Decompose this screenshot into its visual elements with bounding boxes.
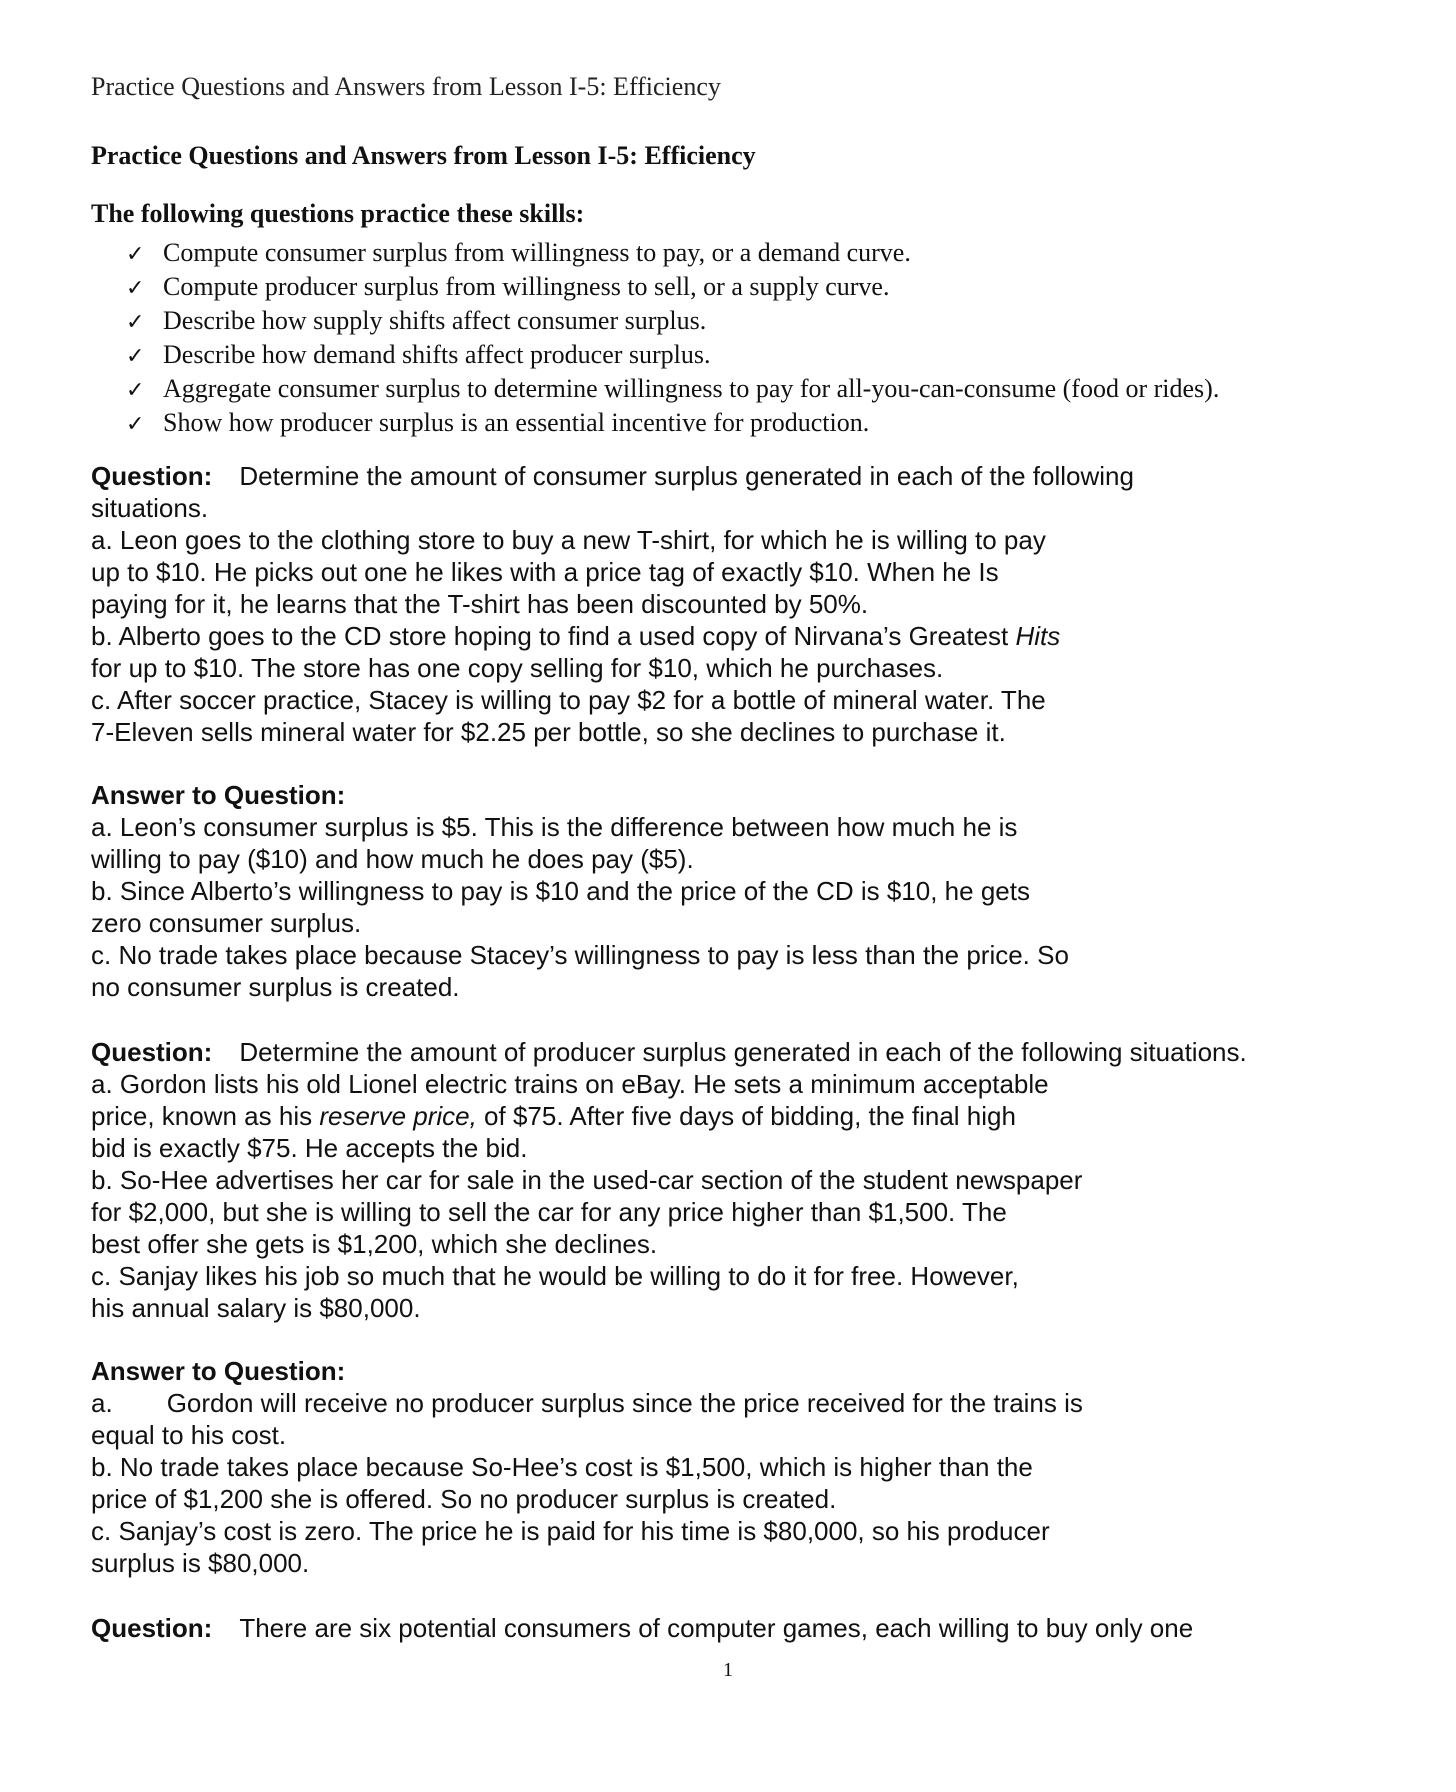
- question-label: Question:: [91, 461, 213, 491]
- skills-list: [126, 237, 1219, 441]
- skill-item: ✓ Aggregate consumer surplus to determine willingness to pay for all-you-can-consume (food or rides).: [126, 373, 1219, 407]
- question-2: Question: Determine the amount of producer surplus generated in each of the following situations. a. Gordon lists his old Lionel electric trains on eBay. He sets a minimum acceptable price, known as his reserve price, of $75. After five days of bidding, the final high bid is exactly $75. He accepts the bid. b. So-Hee advertises her car for sale in the used-car section of the student newspaper for $2,000, but she is willing to sell the car for any price higher than $1,500. The best offer she gets is $1,200, which she declines. c. Sanjay likes his job so much that he would be willing to do it for free. However, his annual salary is $80,000.: [91, 1037, 1247, 1323]
- checkmark-icon: ✓: [126, 276, 145, 301]
- checkmark-icon: ✓: [126, 344, 145, 369]
- answer-1: Answer to Question: a. Leon’s consumer surplus is $5. This is the difference between how much he is willing to pay ($10) and how much he does pay ($5). b. Since Alberto’s willingness to pay is $10 and the price of the CD is $10, he gets zero consumer surplus. c. No trade takes place because Stacey’s willingness to pay is less than the price. So no consumer surplus is created.: [91, 780, 1069, 1002]
- page-number: 1: [723, 1659, 733, 1681]
- skill-item: ✓ Compute producer surplus from willingness to sell, or a supply curve.: [126, 271, 1219, 305]
- question-label: Question:: [91, 1037, 213, 1067]
- checkmark-icon: ✓: [126, 242, 145, 267]
- skill-item: ✓ Describe how demand shifts affect producer surplus.: [126, 339, 1219, 373]
- skill-item: ✓ Show how producer surplus is an essential incentive for production.: [126, 407, 1219, 441]
- checkmark-icon: ✓: [126, 412, 145, 437]
- answer-label: Answer to Question:: [91, 780, 346, 810]
- document-title: Practice Questions and Answers from Lesson I-5: Efficiency: [91, 141, 756, 170]
- checkmark-icon: ✓: [126, 378, 145, 403]
- answer-2: Answer to Question: a. Gordon will receive no producer surplus since the price received for the trains is equal to his cost. b. No trade takes place because So-Hee’s cost is $1,500, which is higher than the price of $1,200 she is offered. So no producer surplus is created. c. Sanjay’s cost is zero. The price he is paid for his time is $80,000, so his producer surplus is $80,000.: [91, 1356, 1083, 1578]
- header-title: Practice Questions and Answers from Lesson I-5: Efficiency: [91, 72, 721, 101]
- question-3: Question: There are six potential consumers of computer games, each willing to buy only one: [91, 1613, 1194, 1643]
- skill-item: ✓ Describe how supply shifts affect consumer surplus.: [126, 305, 1219, 339]
- skill-item: ✓ Compute consumer surplus from willingness to pay, or a demand curve.: [126, 237, 1219, 271]
- answer-label: Answer to Question:: [91, 1356, 346, 1386]
- skills-heading: The following questions practice these skills:: [91, 199, 585, 228]
- question-label: Question:: [91, 1613, 213, 1643]
- checkmark-icon: ✓: [126, 310, 145, 335]
- question-1: Question: Determine the amount of consumer surplus generated in each of the following situations. a. Leon goes to the clothing store to buy a new T-shirt, for which he is willing to pay up to $10. He picks out one he likes with a price tag of exactly $10. When he Is paying for it, he learns that the T-shirt has been discounted by 50%. b. Alberto goes to the CD store hoping to find a used copy of Nirvana’s Greatest Hits for up to $10. The store has one copy selling for $10, which he purchases. c. After soccer practice, Stacey is willing to pay $2 for a bottle of mineral water. The 7-Eleven sells mineral water for $2.25 per bottle, so she declines to purchase it.: [91, 461, 1134, 747]
